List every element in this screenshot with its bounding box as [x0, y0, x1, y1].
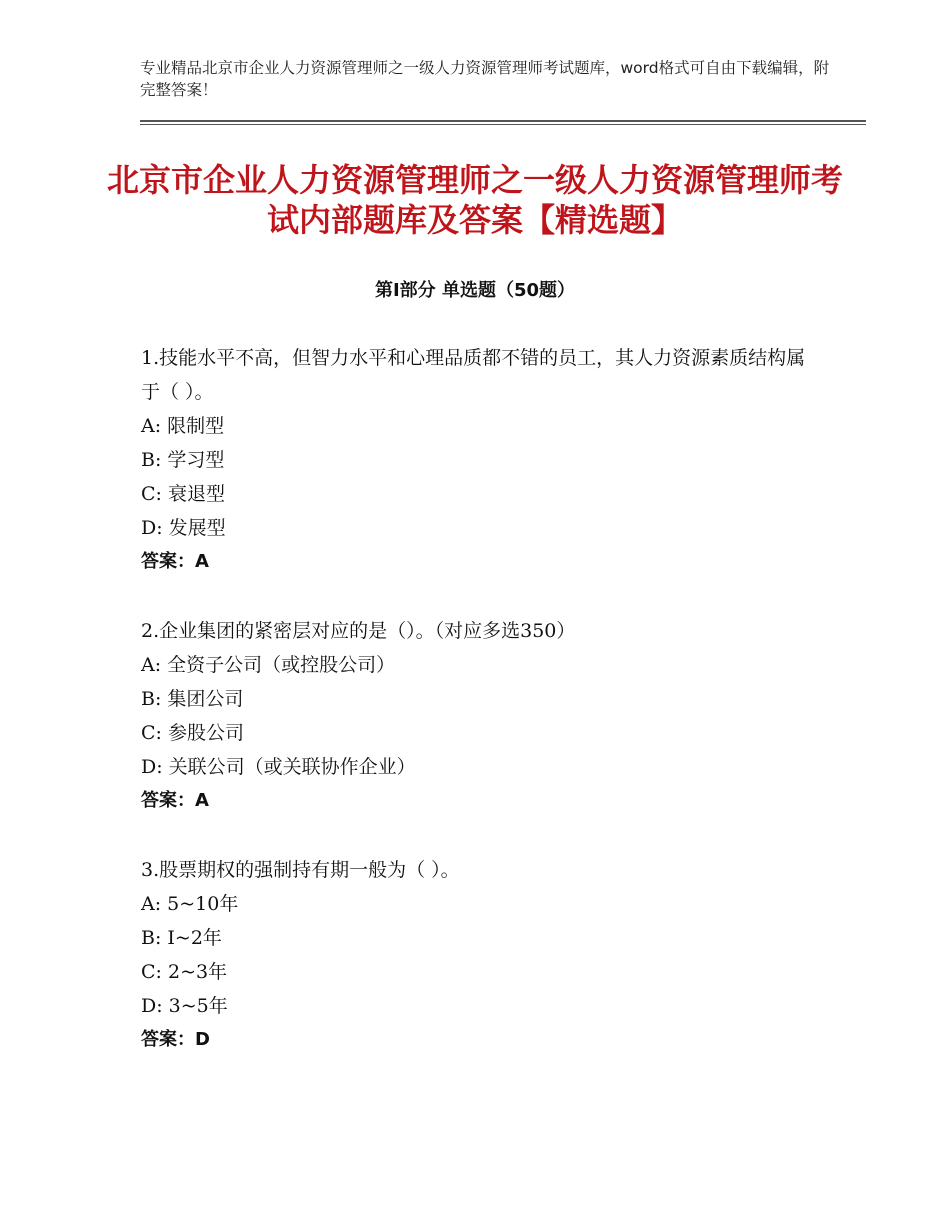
option-d: D: 关联公司（或关联协作企业）: [141, 756, 416, 778]
answer-label: 答案：D: [141, 1029, 210, 1050]
option-b: B: 学习型: [141, 449, 225, 471]
section-title: 第Ⅰ部分 单选题（50题）: [374, 280, 575, 301]
question-item: [141, 614, 821, 818]
question-list: [141, 341, 821, 1092]
option-c: C: 衰退型: [141, 483, 225, 505]
option-d: D: 发展型: [141, 517, 226, 539]
header-divider-thin: [140, 124, 866, 125]
question-stem: 2.企业集团的紧密层对应的是（）。（对应多选350）: [141, 620, 576, 642]
option-c: C: 参股公司: [141, 722, 244, 744]
option-d: D: 3~5年: [141, 995, 228, 1017]
question-stem: 1.技能水平不高，但智力水平和心理品质都不错的员工，其人力资源素质结构属 于（ ）。: [141, 347, 812, 403]
header-note: 专业精品北京市企业人力资源管理师之一级人力资源管理师考试题库，word格式可自由下载编辑，附完整答案！: [140, 59, 830, 99]
option-b: B: 集团公司: [141, 688, 244, 710]
option-c: C: 2~3年: [141, 961, 228, 983]
answer-label: 答案：A: [141, 790, 209, 811]
question-stem: 3.股票期权的强制持有期一般为（ ）。: [141, 859, 460, 881]
option-a: A: 全资子公司（或控股公司）: [141, 654, 396, 676]
option-b: B: I~2年: [141, 927, 222, 949]
option-a: A: 限制型: [141, 415, 225, 437]
question-item: [141, 853, 821, 1057]
question-item: [141, 341, 821, 579]
document-title: 北京市企业人力资源管理师之一级人力资源管理师考试内部题库及答案【精选题】: [106, 161, 843, 239]
answer-label: 答案：A: [141, 551, 209, 572]
option-a: A: 5~10年: [141, 893, 239, 915]
header-divider: [140, 120, 866, 122]
